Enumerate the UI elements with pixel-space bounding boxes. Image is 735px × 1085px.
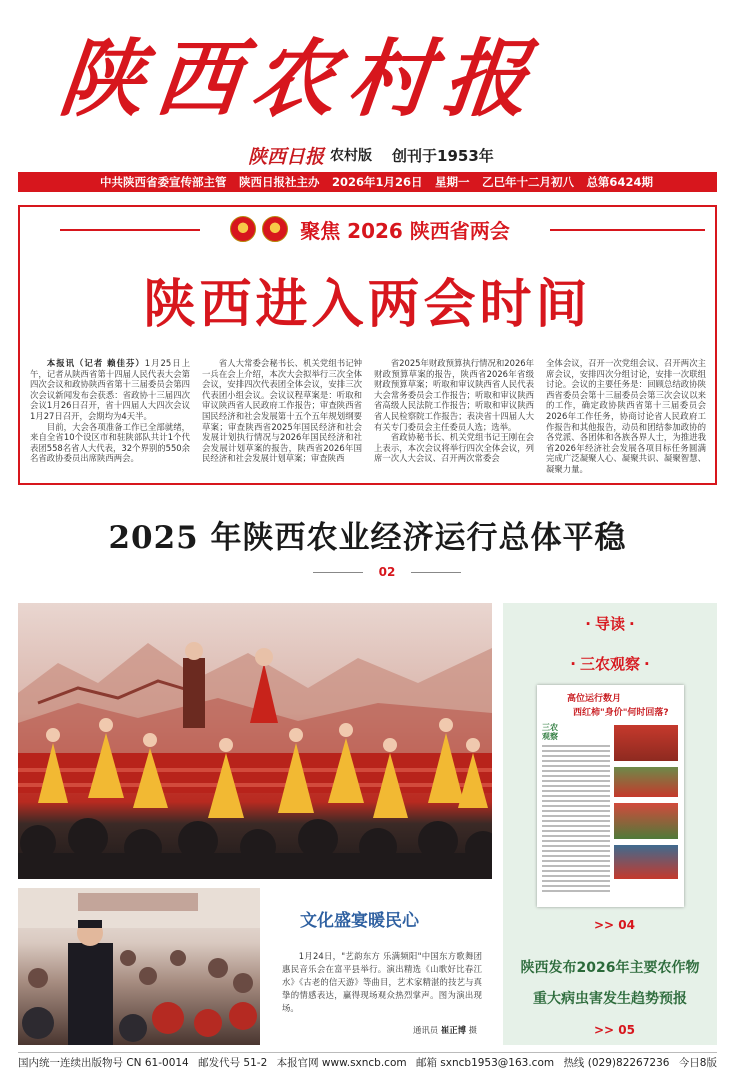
issue-number: 总第6424期 bbox=[586, 175, 653, 189]
secondary-headline[interactable]: 2025 年陕西农业经济运行总体平稳 bbox=[108, 520, 627, 556]
footer-page-count: 今日8版 bbox=[678, 1057, 717, 1069]
masthead bbox=[54, 20, 620, 138]
article-text: 省人大常委会秘书长、机关党组书记钟一兵在会上介绍，本次大会拟举行三次全体会议，安排四次代表团全体会议，安排三次代表团小组会议。会议议程草案是：听取和审议陕西省人民政府工作报告；审查陕西省国民经济和社会发展第十五个五年规划纲要草案；审查陕西省2025年国民经济和社会发展计划执行情况与2026年国民经济和社会发展计划草案的报告，陕西省2026年国民经济和社会发展计划草案；审查陕西 bbox=[202, 358, 362, 464]
focus-banner bbox=[200, 210, 540, 248]
footer-postal-code: 邮发代号 51-2 bbox=[198, 1057, 268, 1069]
page-ref-05[interactable]: >> 05 bbox=[594, 1023, 635, 1037]
article-text: 目前，大会各项准备工作已全部就绪，来自全省10个设区市和驻陕部队共计1个代表团558名省人大代表，32个界别的550余名省政协委员出席陕西两会。 bbox=[30, 421, 190, 464]
cppcc-emblem-icon bbox=[262, 216, 288, 242]
photo-credit bbox=[413, 1024, 477, 1036]
pest-forecast-headline-2[interactable]: 重大病虫害发生趋势预报 bbox=[533, 991, 687, 1007]
article-column-3 bbox=[374, 358, 534, 478]
credit-label: 通讯员 bbox=[413, 1025, 439, 1035]
lead-article bbox=[30, 358, 706, 478]
guide-label: · 导读 · bbox=[581, 613, 638, 634]
footer-bar bbox=[18, 1052, 717, 1072]
column-label: · 三农观察 · bbox=[566, 653, 653, 674]
thumbnail-title-2: 西红柿"身价"何时回落? bbox=[573, 708, 669, 718]
footer-serial: 国内统一连续出版物号 CN 61-0014 bbox=[18, 1057, 189, 1069]
page-ref-04[interactable]: >> 04 bbox=[594, 918, 635, 932]
issue-lunar-date: 乙巳年十二月初八 bbox=[481, 175, 574, 189]
article-text: 全体会议，召开一次党组会议、召开两次主席会议，安排四次分组讨论，安排一次联组讨论。会议的主要任务是：回顾总结政协陕西省委员会第十三届委员会第三次会议以来的工作，确定政协陕西省第十三届委员会2026年工作任务，协商讨论省人民政府工作报告和其他报告，动员和团结参加政协的各党派、各团体和各族各界人士，为推进我省2026年经济社会发展各项目标任务圆满完成广泛凝聚人心、凝聚共识、凝聚智慧、凝聚力量。 bbox=[546, 358, 706, 474]
issue-weekday: 星期一 bbox=[434, 175, 470, 189]
performance-photo bbox=[18, 603, 492, 879]
article-column-1 bbox=[30, 358, 190, 478]
tomato-photo-1 bbox=[614, 725, 678, 761]
thumbnail-title-1: 高位运行数月 bbox=[567, 694, 622, 704]
thumbnail-text-lines bbox=[542, 745, 610, 895]
culture-headline[interactable]: 文化盛宴暖民心 bbox=[300, 911, 419, 931]
stage-scene-image bbox=[18, 603, 492, 879]
page-reference bbox=[18, 565, 717, 581]
reporter-byline: （记者 赖佳芬） bbox=[75, 358, 145, 368]
masthead-subline bbox=[248, 142, 494, 168]
article-text: 省政协秘书长、机关党组书记王刚在会上表示，本次会议将举行四次全体会议，列席一次人大会议、召开两次常委会 bbox=[374, 432, 534, 464]
focus-banner-text: 聚焦 2026 陕西省两会 bbox=[300, 218, 510, 243]
page-04-thumbnail[interactable] bbox=[537, 685, 684, 907]
issue-date: 2026年1月26日 bbox=[331, 175, 423, 189]
parent-paper-mark: 陕西日报 bbox=[248, 145, 325, 168]
credit-name: 崔正博 bbox=[440, 1025, 466, 1035]
article-text: 1月25日上午，记者从陕西省第十四届人民代表大会第四次会议和政协陕西省第十三届委员会第四次会议新闻发布会获悉：省政协十三届四次会议1月26日召开，省十四届人大四次会议1月27日召开，会期均为4天半。 bbox=[30, 358, 190, 421]
singer-image bbox=[18, 888, 260, 1045]
edition-label: 农村版 bbox=[330, 148, 373, 164]
culture-caption: 1月24日，"艺韵东方 乐满频阳"中国东方歌舞团惠民音乐会在富平县举行。演出精选《山歌好比春江水》《古老的信天游》等曲目，艺术家精湛的技艺与真挚的情感表达，赢得现场观众热烈掌声。图为演出现场。 bbox=[282, 951, 482, 1013]
article-text: 省2025年财政预算执行情况和2026年财政预算草案的报告，陕西省2026年省级财政预算草案；听取和审议陕西省人民代表大会常务委员会工作报告；听取和审议陕西省高级人民法院工作报告；听取和审议陕西省人民检察院工作报告；表决省十四届人大有关专门委员会主任委员人选；选举。 bbox=[374, 358, 534, 432]
pest-forecast-headline-1[interactable]: 陕西发布2026年主要农作物 bbox=[520, 960, 700, 976]
footer-website[interactable]: 本报官网 www.sxncb.com bbox=[276, 1057, 407, 1069]
thumbnail-column-mark: 三农观察 bbox=[542, 723, 558, 741]
lead-label: 本报讯 bbox=[46, 358, 76, 368]
main-headline[interactable]: 陕西进入两会时间 bbox=[143, 275, 592, 335]
footer-hotline: 热线 (029)82267236 bbox=[563, 1057, 670, 1069]
newspaper-title: 陕西农村报 bbox=[54, 29, 546, 128]
national-emblem-icon bbox=[230, 216, 256, 242]
founded-label: 创刊于1953年 bbox=[392, 146, 494, 165]
sponsor-2: 陕西日报社主办 bbox=[238, 175, 320, 189]
concert-photo bbox=[18, 888, 260, 1045]
article-column-2 bbox=[202, 358, 362, 478]
issue-bar bbox=[18, 172, 717, 192]
article-column-4 bbox=[546, 358, 706, 478]
tomato-photo-3 bbox=[614, 803, 678, 839]
tomato-photo-4 bbox=[614, 845, 678, 879]
culture-caption-box bbox=[260, 888, 493, 1045]
sponsor-1: 中共陕西省委宣传部主管 bbox=[100, 175, 227, 189]
credit-suffix: 摄 bbox=[468, 1025, 477, 1035]
tomato-photo-2 bbox=[614, 767, 678, 797]
footer-email[interactable]: 邮箱 sxncb1953@163.com bbox=[415, 1057, 555, 1069]
page-number[interactable]: 02 bbox=[378, 565, 396, 579]
